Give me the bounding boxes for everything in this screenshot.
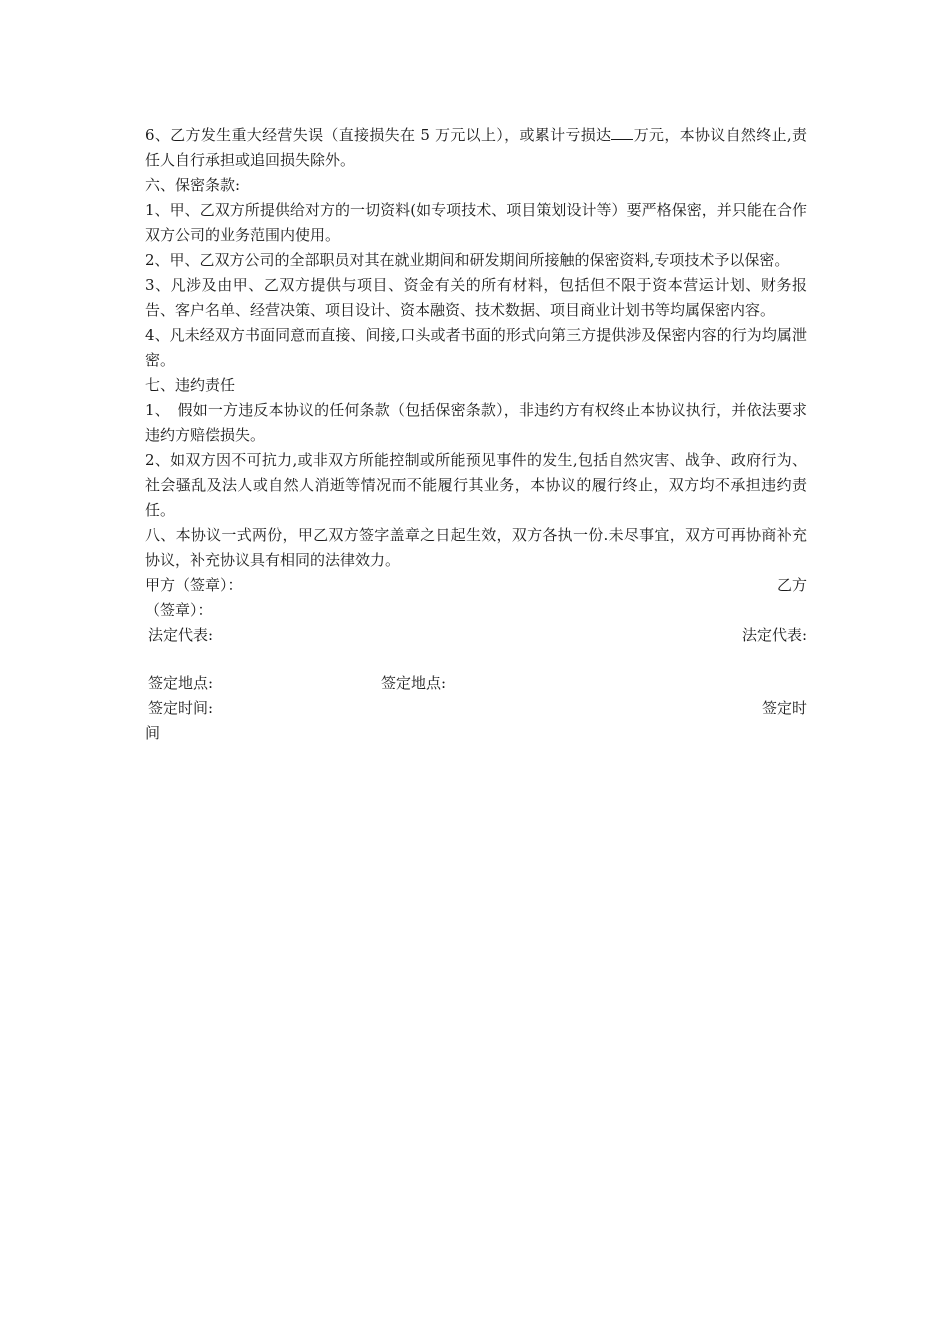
section-7-item-2: 2、如双方因不可抗力,或非双方所能控制或所能预见事件的发生,包括自然灾害、战争、政府行为、社会骚乱及法人或自然人消逝等情况而不能履行其业务，本协议的履行终止，双方均不承担违约责任。 [145,451,807,519]
section-6-item-1: 1、甲、乙双方所提供给对方的一切资料(如专项技术、项目策划设计等）要严格保密，并只能在合作双方公司的业务范围内使用。 [145,201,807,244]
party-b-representative: 法定代表: [741,626,807,644]
place-row [145,671,807,696]
blank-field [611,125,633,140]
clause-6-text-a: 6、乙方发生重大经营失误（直接损失在 5 万元以上），或累计亏损达 [145,126,612,144]
section-6-item-4: 4、凡未经双方书面同意而直接、间接,口头或者书面的形式向第三方提供涉及保密内容的行为均属泄密。 [145,326,807,369]
section-6-item-2: 2、甲、乙双方公司的全部职员对其在就业期间和研发期间所接触的保密资料,专项技术予以保密。 [145,251,790,269]
party-a-place: 签定地点: [148,674,214,692]
party-b-time: 签定时 [761,699,807,717]
section-6-item-3: 3、凡涉及由甲、乙双方提供与项目、资金有关的所有材料，包括但不限于资本营运计划、财务报告、客户名单、经营决策、项目设计、资本融资、技术数据、项目商业计划书等均属保密内容。 [145,276,807,319]
party-b-signature-cont: （签章）： [145,601,213,619]
signature-party-row-cont [145,598,807,623]
party-a-time: 签定时间: [148,699,214,717]
clause-6 [145,123,807,173]
time-row [145,696,807,721]
party-b-time-cont: 间 [145,724,161,742]
party-b-place: 签定地点: [381,674,447,692]
section-7-item-1: 1、 假如一方违反本协议的任何条款（包括保密条款），非违约方有权终止本协议执行，并依法要求违约方赔偿损失。 [145,401,807,444]
party-b-signature: 乙方 [776,576,807,594]
party-a-representative: 法定代表: [148,626,214,644]
clause-6-text-b: 万元，本协议自然终止,责任人自行承担或追回损失除外。 [145,126,807,169]
section-7-title: 七、违约责任 [145,376,236,394]
document-body [145,123,807,746]
signature-party-row [145,573,807,598]
party-a-signature: 甲方（签章）： [145,576,243,594]
representative-row [145,623,807,648]
section-8: 八、本协议一式两份，甲乙双方签字盖章之日起生效，双方各执一份.未尽事宜，双方可再协商补充协议，补充协议具有相同的法律效力。 [145,526,807,569]
time-row-cont [145,721,807,746]
section-6-title: 六、保密条款: [145,176,241,194]
